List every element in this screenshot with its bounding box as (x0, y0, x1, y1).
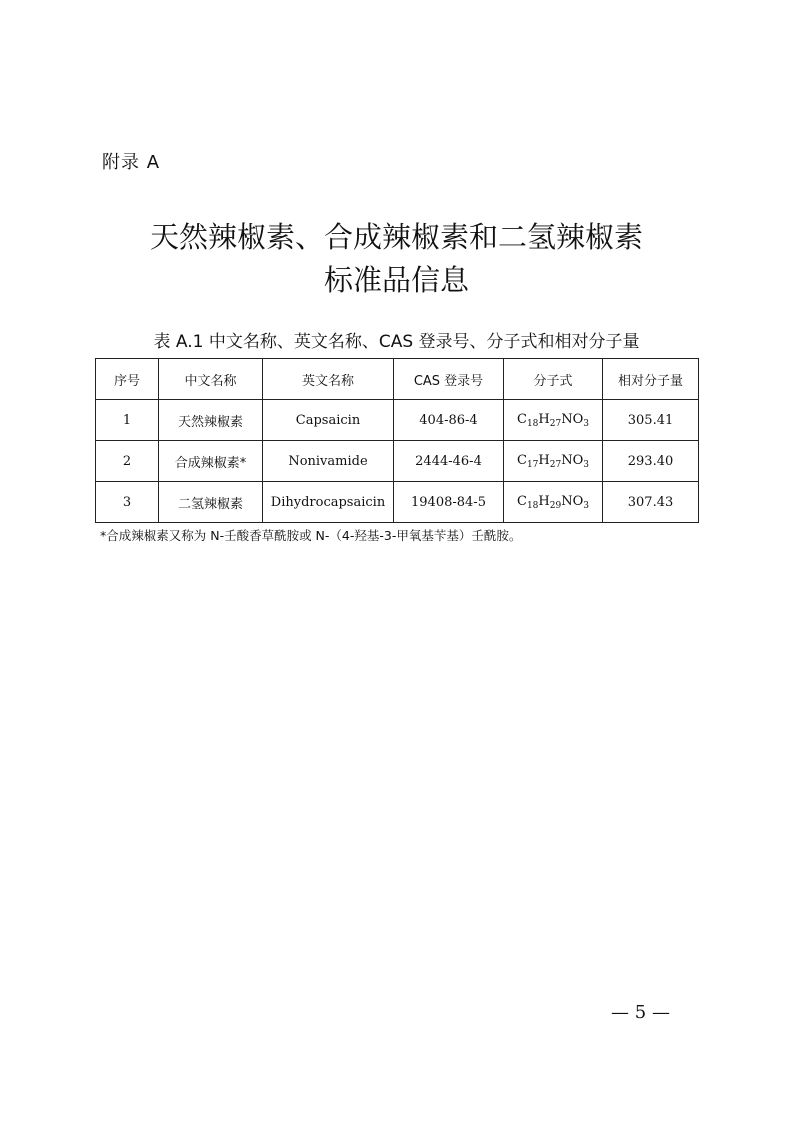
header-molecular-formula: 分子式 (504, 359, 603, 400)
table-row (96, 482, 699, 523)
formula-subscript: 27 (549, 459, 562, 470)
table-footnote: *合成辣椒素又称为 N-壬酸香草酰胺或 N-（4-羟基-3-甲氧基苄基）壬酰胺。 (100, 528, 522, 543)
standards-table (95, 358, 699, 523)
cell-molecular-weight: 307.43 (603, 482, 699, 523)
formula-element: NO (561, 411, 584, 427)
cell-molecular-formula (504, 400, 603, 441)
formula-element: C (517, 493, 527, 509)
cell-english-name: Nonivamide (263, 441, 394, 482)
formula-element: C (517, 411, 527, 427)
formula-element: H (538, 493, 550, 509)
cell-molecular-formula (504, 441, 603, 482)
formula-subscript: 27 (549, 418, 562, 429)
cell-molecular-formula (504, 482, 603, 523)
cell-cas-number: 2444-46-4 (394, 441, 504, 482)
table-caption: 表 A.1 中文名称、英文名称、CAS 登录号、分子式和相对分子量 (153, 332, 640, 352)
table-header-row (96, 359, 699, 400)
cell-index: 3 (96, 482, 159, 523)
cell-english-name: Capsaicin (263, 400, 394, 441)
formula-subscript: 18 (526, 500, 539, 511)
appendix-label: 附录 A (102, 152, 161, 173)
cell-index: 1 (96, 400, 159, 441)
cell-chinese-name: 天然辣椒素 (159, 400, 263, 441)
formula-element: NO (561, 493, 584, 509)
cell-index: 2 (96, 441, 159, 482)
formula-element: NO (561, 452, 584, 468)
cell-english-name: Dihydrocapsaicin (263, 482, 394, 523)
table-row (96, 441, 699, 482)
formula-subscript: 3 (583, 500, 589, 511)
header-chinese-name: 中文名称 (159, 359, 263, 400)
header-english-name: 英文名称 (263, 359, 394, 400)
formula-subscript: 17 (526, 459, 539, 470)
formula-element: H (538, 411, 550, 427)
formula-subscript: 29 (549, 500, 562, 511)
cell-molecular-weight: 293.40 (603, 441, 699, 482)
cell-cas-number: 19408-84-5 (394, 482, 504, 523)
table-row (96, 400, 699, 441)
formula-element: C (517, 452, 527, 468)
formula-subscript: 3 (583, 418, 589, 429)
formula-subscript: 3 (583, 459, 589, 470)
header-index: 序号 (96, 359, 159, 400)
header-cas-number: CAS 登录号 (394, 359, 504, 400)
page-number: — 5 — (611, 1002, 670, 1023)
formula-element: H (538, 452, 550, 468)
document-title-line-1: 天然辣椒素、合成辣椒素和二氢辣椒素 (149, 220, 643, 254)
cell-chinese-name: 二氢辣椒素 (159, 482, 263, 523)
header-molecular-weight: 相对分子量 (603, 359, 699, 400)
formula-subscript: 18 (526, 418, 539, 429)
cell-molecular-weight: 305.41 (603, 400, 699, 441)
document-title-line-2: 标准品信息 (323, 263, 469, 297)
cell-chinese-name: 合成辣椒素* (159, 441, 263, 482)
cell-cas-number: 404-86-4 (394, 400, 504, 441)
